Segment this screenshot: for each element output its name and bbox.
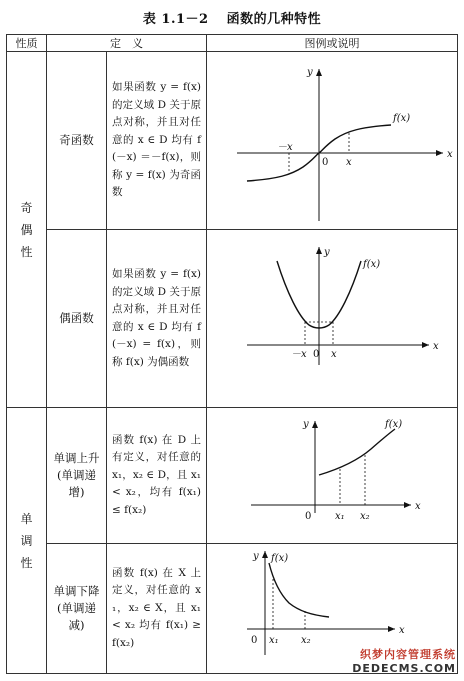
x-axis-label: x	[415, 500, 421, 512]
even-function-definition: 如果函数 y = f(x) 的定义域 D 关于原点对称，并且对任意的 x ∈ D 均有 f(－x) = f(x)，则称 f(x) 为偶函数	[107, 230, 207, 408]
tick-2-label: x₂	[360, 510, 370, 522]
even-function-name: 偶函数	[47, 230, 107, 408]
x-axis-arrow	[436, 150, 443, 156]
curve-label: f(x)	[363, 258, 381, 270]
y-axis-label: y	[307, 66, 313, 78]
y-axis-label: y	[324, 246, 330, 258]
y-axis-label: y	[303, 418, 309, 430]
table-caption	[0, 8, 464, 27]
x-axis-label: x	[433, 340, 439, 352]
tick-2-label: x₂	[301, 634, 311, 646]
increasing-curve	[319, 429, 395, 475]
header-property: 性质	[7, 35, 47, 52]
tick-pos-label: x	[331, 348, 337, 360]
table-row	[7, 230, 458, 408]
odd-function-figure	[207, 52, 458, 230]
watermark-line2: DEDECMS.COM	[352, 662, 456, 675]
even-function-graph	[207, 231, 458, 407]
table-number: 表 1.1－2	[142, 12, 209, 27]
watermark-line1: 织梦内容管理系统	[360, 648, 456, 661]
header-definition: 定 义	[47, 35, 207, 52]
decreasing-function-name: 单调下降(单调递减)	[47, 544, 107, 674]
x-axis-arrow	[404, 502, 411, 508]
odd-function-graph	[207, 53, 458, 229]
y-axis-arrow	[316, 247, 322, 254]
table-title: 函数的几种特性	[226, 12, 322, 27]
y-axis-arrow	[262, 551, 268, 558]
origin-label: 0	[251, 634, 258, 646]
header-figure: 图例或说明	[207, 35, 458, 52]
y-axis-arrow	[316, 69, 322, 76]
function-properties-table	[6, 34, 458, 674]
table-row	[7, 52, 458, 230]
tick-1-label: x₁	[269, 634, 279, 646]
increasing-function-graph	[207, 409, 458, 543]
tick-neg-label: －x	[291, 348, 307, 360]
increasing-function-name: 单调上升(单调递增)	[47, 408, 107, 544]
odd-function-name: 奇函数	[47, 52, 107, 230]
origin-label: 0	[322, 156, 329, 168]
x-axis-label: x	[399, 624, 405, 636]
curve-label: f(x)	[385, 418, 403, 430]
x-axis-arrow	[388, 626, 395, 632]
even-function-figure	[207, 230, 458, 408]
curve-label: f(x)	[271, 552, 289, 564]
header-row	[7, 35, 458, 52]
increasing-function-definition: 函数 f(x) 在 D 上有定义，对任意的 x₁，x₂ ∈ D，且 x₁ < x₂，均有 f(x₁) ≤ f(x₂)	[107, 408, 207, 544]
y-axis-label: y	[253, 550, 259, 562]
watermark	[352, 646, 456, 675]
property-monotonicity: 单 调 性	[7, 408, 47, 674]
y-axis-arrow	[312, 421, 318, 428]
odd-function-definition: 如果函数 y = f(x) 的定义域 D 关于原点对称，并且对任意的 x ∈ D 均有 f(－x) ＝－f(x)，则称 y = f(x) 为奇函数	[107, 52, 207, 230]
tick-pos-label: x	[346, 156, 352, 168]
x-axis-arrow	[422, 342, 429, 348]
origin-label: 0	[305, 510, 312, 522]
decreasing-curve	[269, 563, 329, 617]
x-axis-label: x	[447, 148, 453, 160]
origin-label: 0	[313, 348, 320, 360]
decreasing-function-definition: 函数 f(x) 在 X 上定义，对任意的 x₁，x₂ ∈ X，且 x₁ < x₂ 均有 f(x₁) ≥ f(x₂)	[107, 544, 207, 674]
curve-label: f(x)	[393, 112, 411, 124]
increasing-function-figure	[207, 408, 458, 544]
tick-neg-label: －x	[277, 141, 293, 153]
tick-1-label: x₁	[335, 510, 345, 522]
property-parity: 奇 偶 性	[7, 52, 47, 408]
table-row	[7, 408, 458, 544]
